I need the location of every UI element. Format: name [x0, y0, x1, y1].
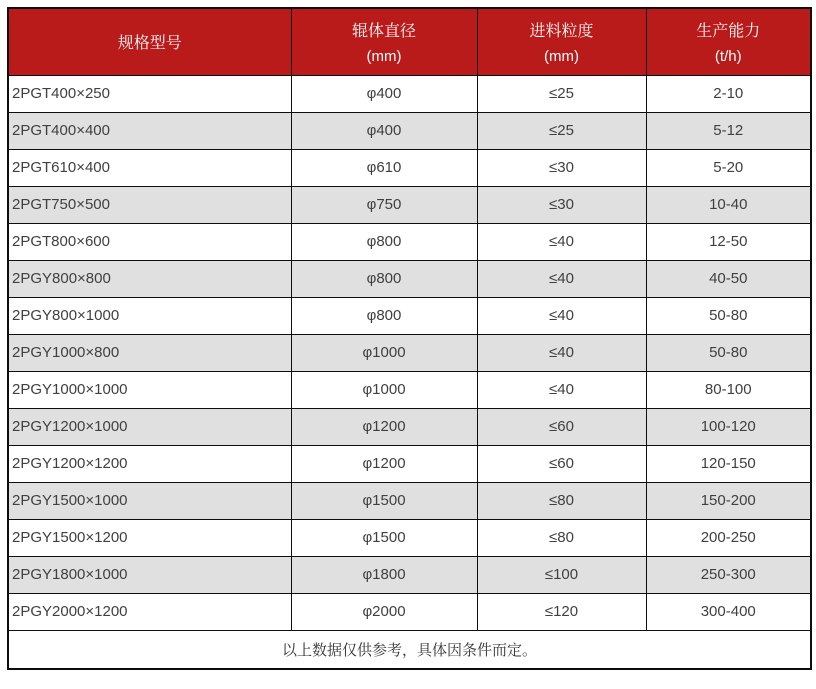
value-cell: φ1000	[291, 371, 477, 408]
value-cell: ≤40	[477, 223, 646, 260]
column-header-4	[646, 8, 811, 75]
model-cell: 2PGY1200×1000	[8, 408, 291, 445]
model-cell: 2PGY1000×800	[8, 334, 291, 371]
column-header-1	[8, 8, 291, 75]
value-cell: ≤120	[477, 593, 646, 630]
value-cell: φ1200	[291, 408, 477, 445]
table-row	[8, 334, 811, 371]
model-cell: 2PGT610×400	[8, 149, 291, 186]
table-row	[8, 593, 811, 630]
value-cell: φ1800	[291, 556, 477, 593]
column-title: 进料粒度	[529, 23, 594, 41]
column-unit: (mm)	[544, 48, 579, 66]
model-cell: 2PGY1800×1000	[8, 556, 291, 593]
value-cell: φ1200	[291, 445, 477, 482]
value-cell: ≤40	[477, 297, 646, 334]
value-cell: ≤25	[477, 112, 646, 149]
value-cell: ≤100	[477, 556, 646, 593]
table-row	[8, 186, 811, 223]
model-cell: 2PGY1200×1200	[8, 445, 291, 482]
value-cell: 80-100	[646, 371, 811, 408]
model-cell: 2PGY800×800	[8, 260, 291, 297]
table-row	[8, 112, 811, 149]
value-cell: ≤80	[477, 482, 646, 519]
value-cell: ≤80	[477, 519, 646, 556]
value-cell: 40-50	[646, 260, 811, 297]
model-cell: 2PGT750×500	[8, 186, 291, 223]
model-cell: 2PGY2000×1200	[8, 593, 291, 630]
table-row	[8, 445, 811, 482]
model-cell: 2PGT400×250	[8, 75, 291, 112]
value-cell: 50-80	[646, 334, 811, 371]
value-cell: φ1500	[291, 519, 477, 556]
value-cell: φ800	[291, 260, 477, 297]
header-row	[8, 8, 811, 75]
model-cell: 2PGY1500×1200	[8, 519, 291, 556]
model-cell: 2PGY1500×1000	[8, 482, 291, 519]
table-body	[8, 75, 811, 630]
value-cell: ≤30	[477, 186, 646, 223]
value-cell: 200-250	[646, 519, 811, 556]
model-cell: 2PGY1000×1000	[8, 371, 291, 408]
table-row	[8, 556, 811, 593]
value-cell: φ400	[291, 75, 477, 112]
value-cell: 2-10	[646, 75, 811, 112]
value-cell: φ2000	[291, 593, 477, 630]
value-cell: φ800	[291, 223, 477, 260]
table-row	[8, 75, 811, 112]
value-cell: ≤40	[477, 371, 646, 408]
column-header-2	[291, 8, 477, 75]
table-row	[8, 519, 811, 556]
value-cell: 5-12	[646, 112, 811, 149]
value-cell: 300-400	[646, 593, 811, 630]
value-cell: ≤60	[477, 445, 646, 482]
model-cell: 2PGT400×400	[8, 112, 291, 149]
value-cell: ≤30	[477, 149, 646, 186]
table-footer	[8, 630, 811, 669]
table-header	[8, 8, 811, 75]
value-cell: ≤25	[477, 75, 646, 112]
value-cell: ≤40	[477, 260, 646, 297]
model-cell: 2PGT800×600	[8, 223, 291, 260]
value-cell: 150-200	[646, 482, 811, 519]
table-footnote: 以上数据仅供参考，具体因条件而定。	[8, 630, 811, 669]
value-cell: ≤40	[477, 334, 646, 371]
spec-table	[7, 7, 812, 670]
table-row	[8, 371, 811, 408]
value-cell: 100-120	[646, 408, 811, 445]
value-cell: 12-50	[646, 223, 811, 260]
value-cell: 250-300	[646, 556, 811, 593]
value-cell: 120-150	[646, 445, 811, 482]
table-row	[8, 223, 811, 260]
table-row	[8, 408, 811, 445]
column-title: 辊体直径	[351, 23, 416, 41]
value-cell: φ1500	[291, 482, 477, 519]
column-header-3	[477, 8, 646, 75]
column-unit: (mm)	[366, 48, 402, 66]
value-cell: φ1000	[291, 334, 477, 371]
footnote-row	[8, 630, 811, 669]
table-row	[8, 482, 811, 519]
value-cell: φ750	[291, 186, 477, 223]
table-row	[8, 297, 811, 334]
table-row	[8, 149, 811, 186]
value-cell: ≤60	[477, 408, 646, 445]
value-cell: φ610	[291, 149, 477, 186]
table-row	[8, 260, 811, 297]
model-cell: 2PGY800×1000	[8, 297, 291, 334]
column-unit: (t/h)	[714, 48, 742, 66]
column-title: 规格型号	[117, 35, 182, 53]
value-cell: φ800	[291, 297, 477, 334]
value-cell: 50-80	[646, 297, 811, 334]
value-cell: 5-20	[646, 149, 811, 186]
value-cell: φ400	[291, 112, 477, 149]
column-title: 生产能力	[696, 23, 761, 41]
value-cell: 10-40	[646, 186, 811, 223]
